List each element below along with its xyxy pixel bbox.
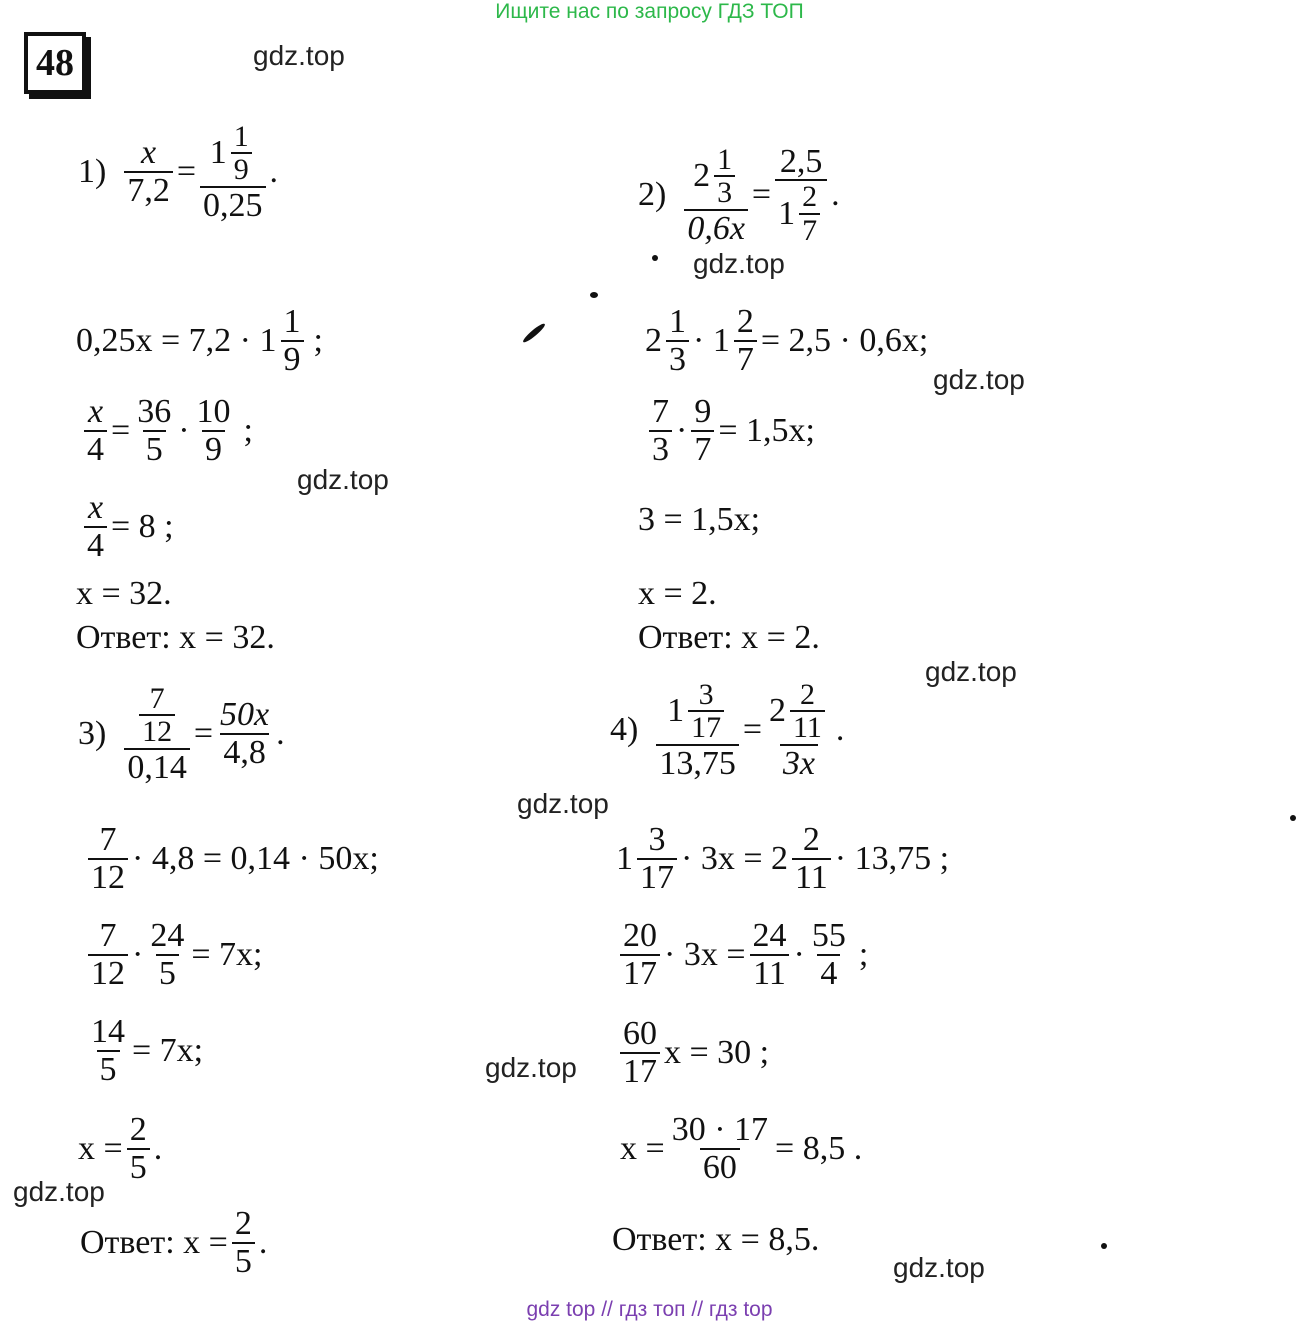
fraction: $\frac{55}{4}$ <box>811 917 846 992</box>
p1-result: x = 32. <box>76 575 172 612</box>
watermark: gdz.top <box>693 248 785 279</box>
p2-step-3: 3 = 1,5x; <box>638 501 761 538</box>
p2-equation: 2) 2 $\frac{1}{3}$ 0,6x = 2,5 1 $\frac{2}{7}$ . <box>638 142 840 247</box>
fraction: $\frac{2}{5}$ <box>232 1206 255 1279</box>
fraction: 2,5 1 $\frac{2}{7}$ <box>775 144 827 247</box>
watermark: gdz.top <box>297 464 389 495</box>
p4-step-1: 1 $\frac{3}{17}$ · 3x = 2 $\frac{2}{11}$ · 13,75 ; <box>616 821 950 896</box>
p3-equation: 3) $\frac{\frac{7}{12}}{0,14}$ = $\frac{50x}{4,8}$ . <box>78 681 285 786</box>
fraction: $\frac{10}{9}$ <box>196 393 231 468</box>
p4-result: x = $\frac{30 \cdot 17}{60}$ = 8,5 . <box>620 1111 863 1186</box>
scan-speck <box>521 322 546 345</box>
watermark: gdz.top <box>933 364 1025 395</box>
search-banner: Ищите нас по запросу ГДЗ ТОП <box>495 0 804 23</box>
fraction: $\frac{x}{4}$ <box>84 394 107 467</box>
fraction: $\frac{24}{5}$ <box>150 917 185 992</box>
fraction: $\frac{x}{4}$ <box>84 490 107 563</box>
fraction: $\frac{7}{12}$ <box>88 918 128 991</box>
fraction: $\frac{9}{7}$ <box>691 394 714 467</box>
p4-step-2: $\frac{20}{17}$ · 3x = $\frac{24}{11}$ · $\frac{55}{4}$ ; <box>616 910 868 1000</box>
p3-step-3: $\frac{14}{5}$ = 7x; <box>84 1006 203 1096</box>
fraction: $\frac{20}{17}$ <box>620 918 660 991</box>
p3-step-2: $\frac{7}{12}$ · $\frac{24}{5}$ = 7x; <box>84 910 262 1000</box>
fraction: $\frac{3}{17}$ <box>637 822 677 895</box>
fraction: $\frac{30 \cdot 17}{60}$ <box>671 1111 769 1186</box>
fraction: 2 $\frac{2}{11}$ 3x <box>766 679 832 782</box>
fraction: $\frac{2}{5}$ <box>127 1112 150 1185</box>
p4-step-3: $\frac{60}{17}$ x = 30 ; <box>616 1008 769 1098</box>
fraction: $\frac{14}{5}$ <box>91 1013 125 1088</box>
fraction: $\frac{1}{3}$ <box>666 304 689 377</box>
p3-answer: Ответ: x = $\frac{2}{5}$ . <box>80 1205 268 1280</box>
watermark: gdz.top <box>253 40 345 71</box>
p4-equation: 4) 1 $\frac{3}{17}$ 13,75 = 2 $\frac{2}{11}$ 3x . <box>610 677 845 782</box>
p1-equation: 1) $\frac{x}{7,2}$ = 1 $\frac{1}{9}$ 0,25 . <box>78 119 279 224</box>
p1-answer: Ответ: x = 32. <box>76 619 275 656</box>
p3-result: x = $\frac{2}{5}$ . <box>78 1111 163 1186</box>
p4-answer: Ответ: x = 8,5. <box>612 1221 820 1258</box>
scan-speck <box>1290 815 1296 821</box>
p1-step-3: $\frac{x}{4}$ = 8 ; <box>80 482 174 572</box>
watermark: gdz.top <box>925 656 1017 687</box>
fraction: $\frac{1}{9}$ <box>281 304 304 377</box>
p2-step-1: 2 $\frac{1}{3}$ · 1 $\frac{2}{7}$ = 2,5 · 0,6x; <box>645 303 929 378</box>
p1-step-1: 0,25x = 7,2 · 1 $\frac{1}{9}$ ; <box>76 303 323 378</box>
p1-label: 1) <box>78 153 107 190</box>
footer-links: gdz top // гдз топ // гдз top <box>526 1298 773 1321</box>
p2-answer: Ответ: x = 2. <box>638 619 820 656</box>
fraction: $\frac{7}{12}$ <box>88 822 128 895</box>
p2-result: x = 2. <box>638 575 717 612</box>
fraction: 1 $\frac{3}{17}$ 13,75 <box>656 679 739 782</box>
fraction: $\frac{x}{7,2}$ <box>124 135 173 208</box>
fraction: $\frac{2}{7}$ <box>734 304 757 377</box>
scan-speck <box>1101 1243 1107 1249</box>
fraction: $\frac{7}{3}$ <box>649 394 672 467</box>
watermark: gdz.top <box>485 1052 577 1083</box>
p1-step-2: $\frac{x}{4}$ = $\frac{36}{5}$ · $\frac{10}{9}$ ; <box>80 386 253 476</box>
watermark: gdz.top <box>893 1252 985 1283</box>
scan-speck <box>590 292 598 298</box>
fraction: $\frac{24}{11}$ <box>750 918 790 991</box>
problem-number: 48 <box>24 32 86 94</box>
fraction: $\frac{36}{5}$ <box>137 393 172 468</box>
fraction: $\frac{50x}{4,8}$ <box>220 696 270 771</box>
fraction: 1 $\frac{1}{9}$ 0,25 <box>200 121 266 224</box>
watermark: gdz.top <box>13 1176 105 1207</box>
p3-step-1: $\frac{7}{12}$ · 4,8 = 0,14 · 50x; <box>84 814 379 904</box>
watermark: gdz.top <box>517 788 609 819</box>
fraction: 2 $\frac{1}{3}$ 0,6x <box>684 144 748 247</box>
fraction: $\frac{2}{11}$ <box>792 822 831 895</box>
fraction: $\frac{\frac{7}{12}}{0,14}$ <box>124 683 190 786</box>
p2-step-2: $\frac{7}{3}$ · $\frac{9}{7}$ = 1,5x; <box>645 386 815 476</box>
fraction: $\frac{60}{17}$ <box>620 1016 660 1089</box>
